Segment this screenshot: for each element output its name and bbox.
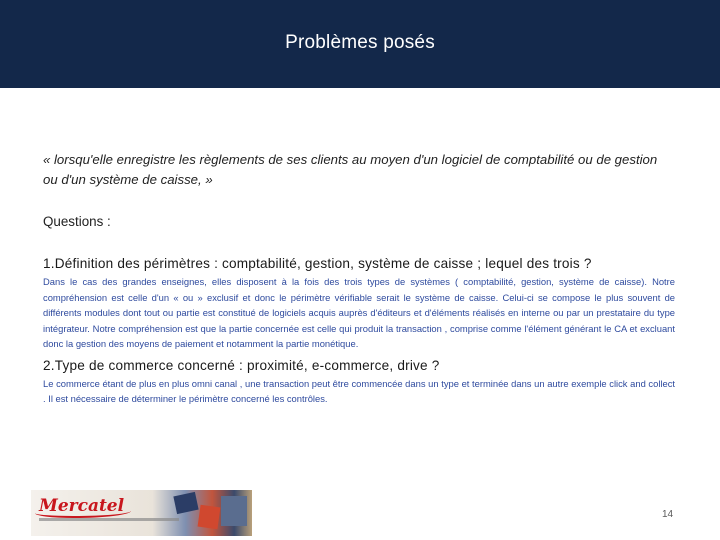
quote-text: « lorsqu'elle enregistre les règlements de ses clients au moyen d'un logiciel de comptabilité ou de gestion ou d'un système de caisse, » <box>43 152 658 187</box>
collage-photo <box>173 492 198 514</box>
page-number: 14 <box>662 509 674 520</box>
question-item <box>43 256 675 352</box>
question-body: Dans le cas des grandes enseignes, elles disposent à la fois des trois types de systèmes ( comptabilité, gestion, système de caisse). Notre compréhension est celle d'un « ou » exclusif et donc le périmètre vérifiable serait le système de caisse. Celui-ci se compose le plus souvent de différents modules dont tout ou partie est constitué de logiciels acquis auprès d'éditeurs et d'éléments réalisés en interne ou par un prestataire du type intégrateur. Notre compréhension est que la partie concernée est celle qui produit la transaction , comprise comme l'élément générant le CA et excluant donc la gestion des moyens de paiement et notamment la partie monétique. <box>43 276 675 349</box>
collage-photo <box>221 496 247 526</box>
question-body: Le commerce étant de plus en plus omni canal , une transaction peut être commencée dans un type et terminée dans un autre exemple click and collect . Il est nécessaire de déterminer le périmètre concerné les contrôles. <box>43 377 675 404</box>
collage-photo <box>198 505 221 530</box>
mercatel-logo <box>31 490 252 536</box>
question-title: 2.Type de commerce concerné : proximité, e-commerce, drive ? <box>43 357 440 373</box>
slide-content <box>43 150 675 407</box>
slide-header <box>0 0 720 88</box>
logo-tagline <box>39 518 179 521</box>
questions-label: Questions : <box>43 214 111 229</box>
logo-wordmark: Mercatel <box>39 496 125 516</box>
logo-photo-collage <box>171 490 252 536</box>
slide-title: Problèmes posés <box>285 32 435 53</box>
question-title: 1.Définition des périmètres : comptabilité, gestion, système de caisse ; lequel des trois ? <box>43 256 592 271</box>
question-item <box>43 358 675 407</box>
